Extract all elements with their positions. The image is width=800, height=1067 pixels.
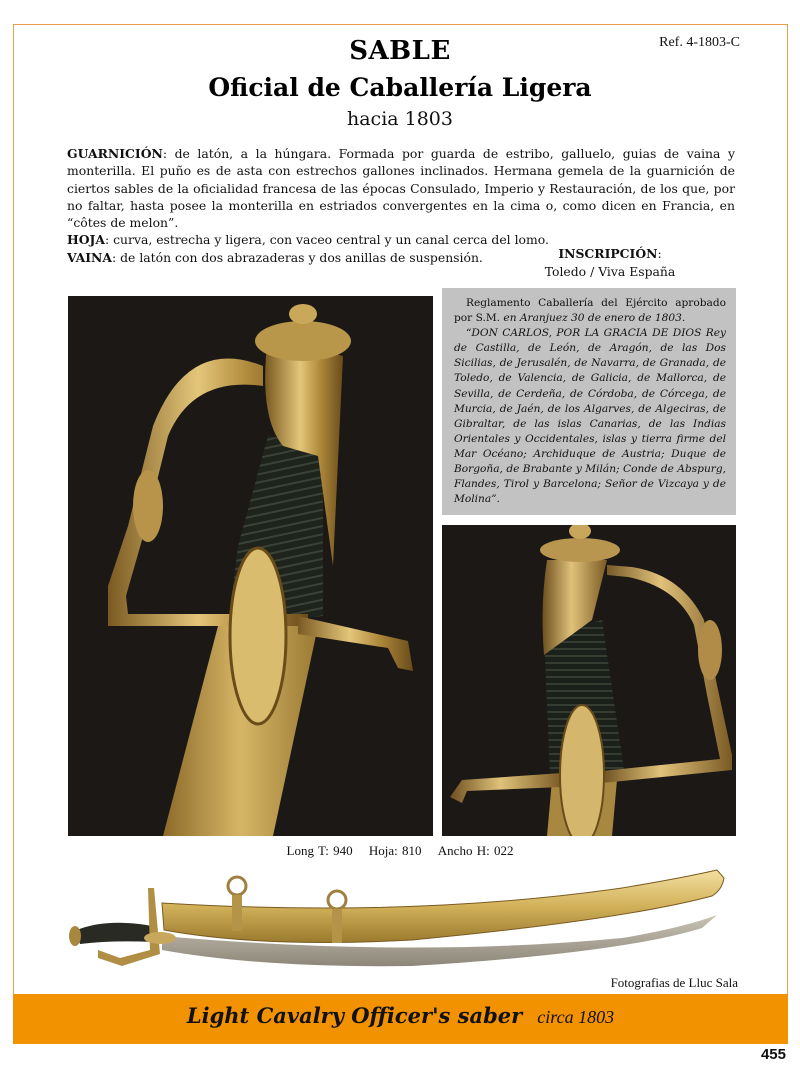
decree-intro-italic: en Aranjuez 30 de enero de 1803. (503, 312, 686, 325)
reference-code: Ref. 4-1803-C (659, 35, 740, 50)
full-saber-photo (62, 858, 742, 970)
english-date: circa 1803 (537, 1007, 615, 1027)
hilt-illustration-left (68, 296, 433, 836)
total-length: Long T: 940 (286, 843, 353, 858)
decree-quote-text: “DON CARLOS, POR LA GRACIA DE DIOS Rey de Castilla, de León, de Aragón, de las Dos Sicilias, de Jerusalén, de Navarra, de Granada, de Toledo, de Valencia, de Galicia, de Mallorca, de Sevilla, de Cerdeña, de Córdoba, de Córcega, de Murcia, de Jaén, de los Algarves, de Algeciras, de Gibraltar, de las islas Canarias, de las Indias Orientales y Occidentales, islas y tierra firme del Mar Océano; Archiduque de Austria; Duque de Borgoña, de Brabante y Milán; Conde de Abspurg, Flandes, Tirol y Barcelona; Señor de Vizcaya y de Molina”. (454, 327, 726, 506)
decree-quote (454, 326, 726, 507)
guarnicion-text: : de latón, a la húngara. Formada por guarda de estribo, galluelo, guias de vaina y monterilla. El puño es de asta con estrechos gallones inclinados. Hermana gemela de la guarnición de ciertos sables de la oficialidad francesa de las épocas Consulado, Imperio y Restauración, de los que, por no faltar, hasta posee la monterilla en estriados convergentes en la cima o, como dicen en Francia, en “côtes de melon”. (67, 146, 735, 231)
decree-intro (454, 296, 726, 326)
english-title: Light Cavalry Officer's saber (186, 1003, 523, 1028)
hilt-photo-left (68, 296, 433, 836)
page-number: 455 (760, 1046, 786, 1063)
inscription-heading (530, 245, 690, 263)
guarnicion-label: GUARNICIÓN (67, 146, 163, 161)
blade-length: Hoja: 810 (368, 843, 422, 858)
measurements (0, 843, 800, 859)
decree-intro-text: Reglamento Caballería del Ejército aprobado por S.M. (454, 297, 726, 325)
photo-credit: Fotografias de Lluc Sala (610, 975, 738, 990)
hilt-photo-right (442, 525, 736, 836)
page-title: SABLE (349, 36, 451, 66)
vaina-text: : de latón con dos abrazaderas y dos anillas de suspensión. (112, 249, 483, 265)
saber-illustration (62, 858, 742, 970)
vaina-label: VAINA (67, 249, 113, 265)
hoja-text: : curva, estrecha y ligera, con vaceo central y un canal cerca del lomo. (104, 232, 549, 248)
hoja-label: HOJA (67, 232, 105, 248)
hilt-illustration-right (442, 525, 736, 836)
guarnicion-paragraph (67, 145, 735, 231)
inscription-label: INSCRIPCIÓN (558, 246, 658, 261)
decree-textbox (442, 288, 736, 515)
inscription-text: Toledo / Viva España (544, 264, 676, 279)
page-subtitle: Oficial de Caballería Ligera (208, 73, 592, 102)
inscription-colon: : (657, 246, 662, 261)
inscription-block (530, 245, 690, 281)
date-caption: hacia 1803 (346, 108, 453, 130)
english-title-band (13, 994, 788, 1044)
blade-width: Ancho H: 022 (437, 843, 514, 858)
